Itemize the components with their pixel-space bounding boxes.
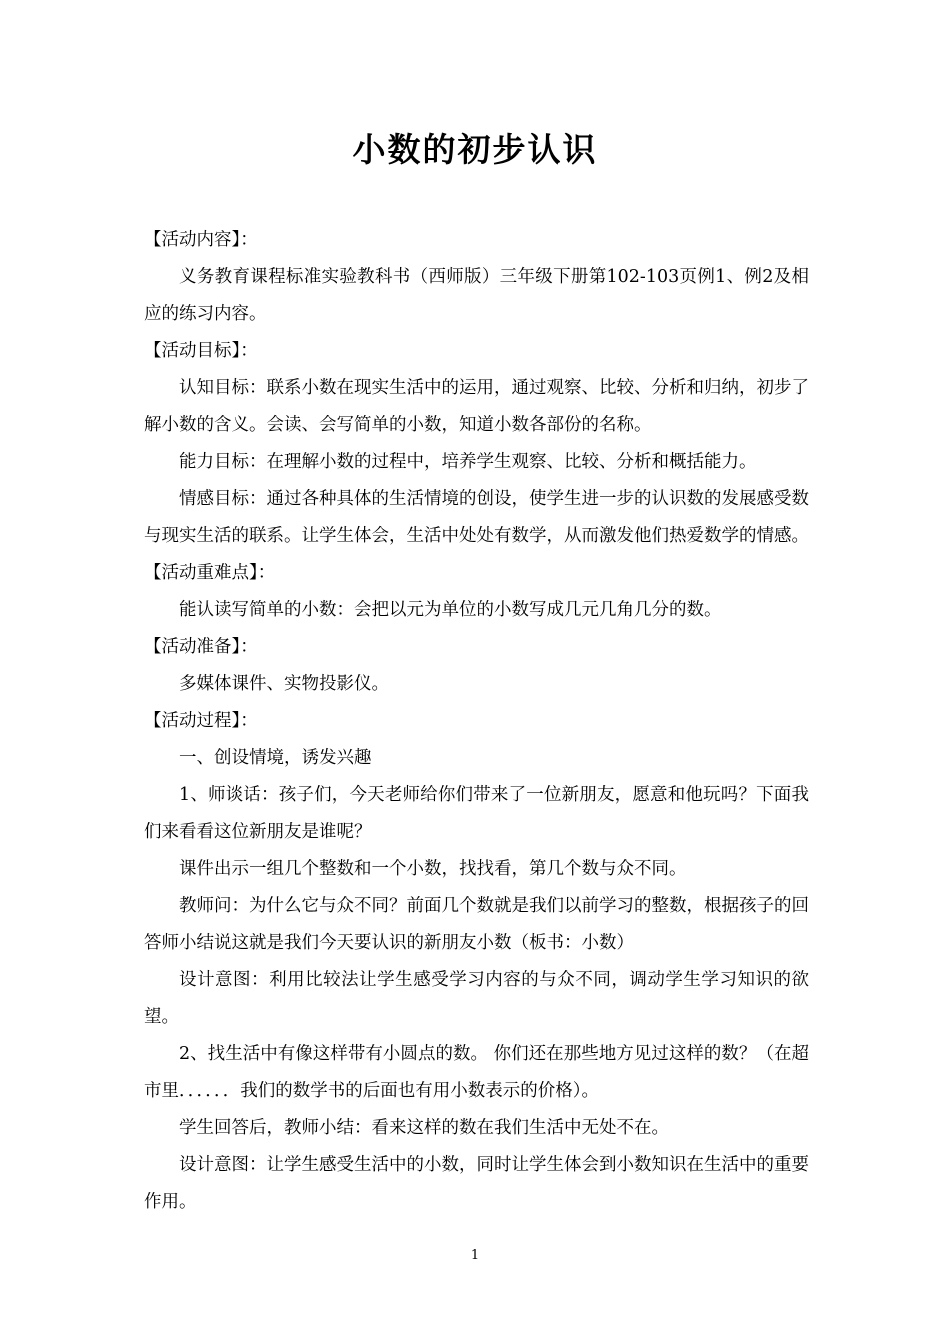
paragraph: 一、创设情境，诱发兴趣 [179, 748, 372, 768]
paragraph: 学生回答后，教师小结：看来这样的数在我们生活中无处不在。 [179, 1118, 669, 1138]
paragraph: 2、找生活中有像这样带有小圆点的数。 你们还在那些地方见过这样的数？（在超市里．．．．．．我们的数学书的后面也有用小数表示的价格）。 [144, 1044, 809, 1101]
paragraph: 义务教育课程标准实验教科书（西师版）三年级下册第102-103页例1、例2及相应的练习内容。 [144, 267, 809, 324]
section-heading-content: 【活动内容】： [144, 230, 258, 250]
paragraph: 设计意图：让学生感受生活中的小数，同时让学生体会到小数知识在生活中的重要作用。 [144, 1155, 809, 1212]
section-heading-goals: 【活动目标】： [144, 341, 258, 361]
paragraph: 情感目标：通过各种具体的生活情境的创设，使学生进一步的认识数的发展感受数与现实生活的联系。让学生体会，生活中处处有数学，从而激发他们热爱数学的情感。 [144, 489, 809, 546]
paragraph: 课件出示一组几个整数和一个小数，找找看，第几个数与众不同。 [179, 859, 687, 879]
paragraph: 教师问：为什么它与众不同？前面几个数就是我们以前学习的整数，根据孩子的回答师小结说这就是我们今天要认识的新朋友小数（板书：小数） [144, 896, 809, 953]
paragraph: 多媒体课件、实物投影仪。 [179, 674, 389, 694]
paragraph: 能力目标：在理解小数的过程中，培养学生观察、比较、分析和概括能力。 [179, 452, 757, 472]
paragraph: 认知目标：联系小数在现实生活中的运用，通过观察、比较、分析和归纳，初步了解小数的含义。会读、会写简单的小数，知道小数各部份的名称。 [144, 378, 809, 435]
section-heading-process: 【活动过程】： [144, 711, 258, 731]
section-heading-preparation: 【活动准备】： [144, 637, 258, 657]
paragraph: 设计意图：利用比较法让学生感受学习内容的与众不同，调动学生学习知识的欲望。 [144, 970, 809, 1027]
document-body [144, 222, 809, 1221]
section-heading-key-points: 【活动重难点】： [144, 563, 276, 583]
paragraph: 能认读写简单的小数：会把以元为单位的小数写成几元几角几分的数。 [179, 600, 722, 620]
page-number: 1 [470, 1248, 480, 1263]
page-title: 小数的初步认识 [352, 130, 598, 169]
paragraph: 1、师谈话：孩子们，今天老师给你们带来了一位新朋友，愿意和他玩吗？下面我们来看看这位新朋友是谁呢？ [144, 785, 809, 842]
